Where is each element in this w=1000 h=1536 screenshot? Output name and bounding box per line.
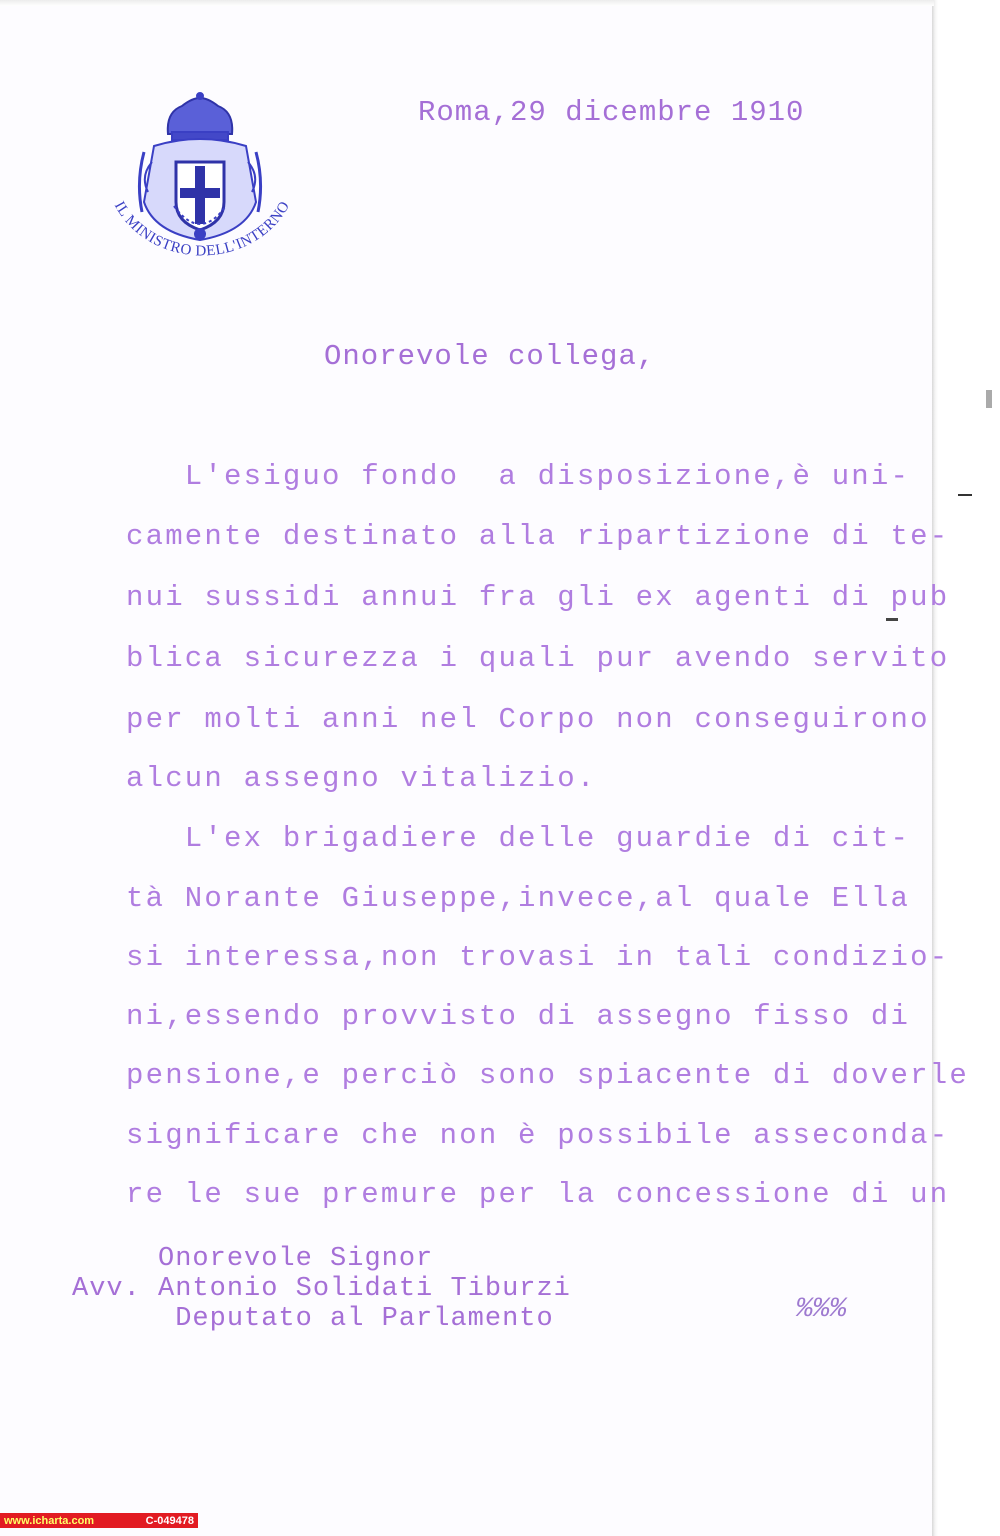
body-line: L'ex brigadiere delle guardie di cit- [126, 822, 911, 855]
body-line: camente destinato alla ripartizione di te- [126, 520, 950, 553]
scan-shadow [0, 0, 934, 6]
body-line: re le sue premure per la concessione di un [126, 1178, 950, 1211]
seal-text: IL MINISTRO DELL'INTERNO [110, 198, 294, 260]
body-line: si interessa,non trovasi in tali condizio- [126, 941, 950, 974]
addressee-line: Onorevole Signor [72, 1244, 434, 1274]
salutation: Onorevole collega, [324, 340, 656, 373]
typist-initials: %%% [796, 1294, 847, 1325]
body-line: L'esiguo fondo a disposizione,è uni- [126, 460, 911, 493]
typewriter-smudge [886, 618, 898, 621]
body-line: blica sicurezza i quali pur avendo servito [126, 642, 950, 675]
ministry-seal [96, 92, 306, 292]
scan-mark [958, 494, 972, 496]
scan-mark [986, 390, 992, 408]
body-line: pensione,e perciò sono spiacente di doverle [126, 1059, 969, 1092]
scan-margin [932, 0, 1000, 1536]
footer-site-link[interactable]: www.icharta.com [4, 1514, 95, 1527]
body-line: per molti anni nel Corpo non conseguirono [126, 703, 930, 736]
body-line: nui sussidi annui fra gli ex agenti di pub [126, 581, 950, 614]
body-line: alcun assegno vitalizio. [126, 762, 597, 795]
body-line: significare che non è possibile asseconda- [126, 1119, 950, 1152]
savoy-shield-icon [176, 162, 224, 230]
crown-icon [168, 93, 232, 140]
body-line: tà Norante Giuseppe,invece,al quale Ella [126, 882, 911, 915]
letter-date: Roma,29 dicembre 1910 [418, 96, 805, 129]
body-line: ni,essendo provvisto di assegno fisso di [126, 1000, 911, 1033]
footer-item-code: C-049478 [145, 1514, 194, 1527]
addressee-block [72, 1244, 571, 1334]
addressee-line: Deputato al Parlamento [72, 1304, 554, 1334]
addressee-line: Avv. Antonio Solidati Tiburzi [72, 1274, 571, 1304]
archive-footer-bar [0, 1513, 198, 1528]
